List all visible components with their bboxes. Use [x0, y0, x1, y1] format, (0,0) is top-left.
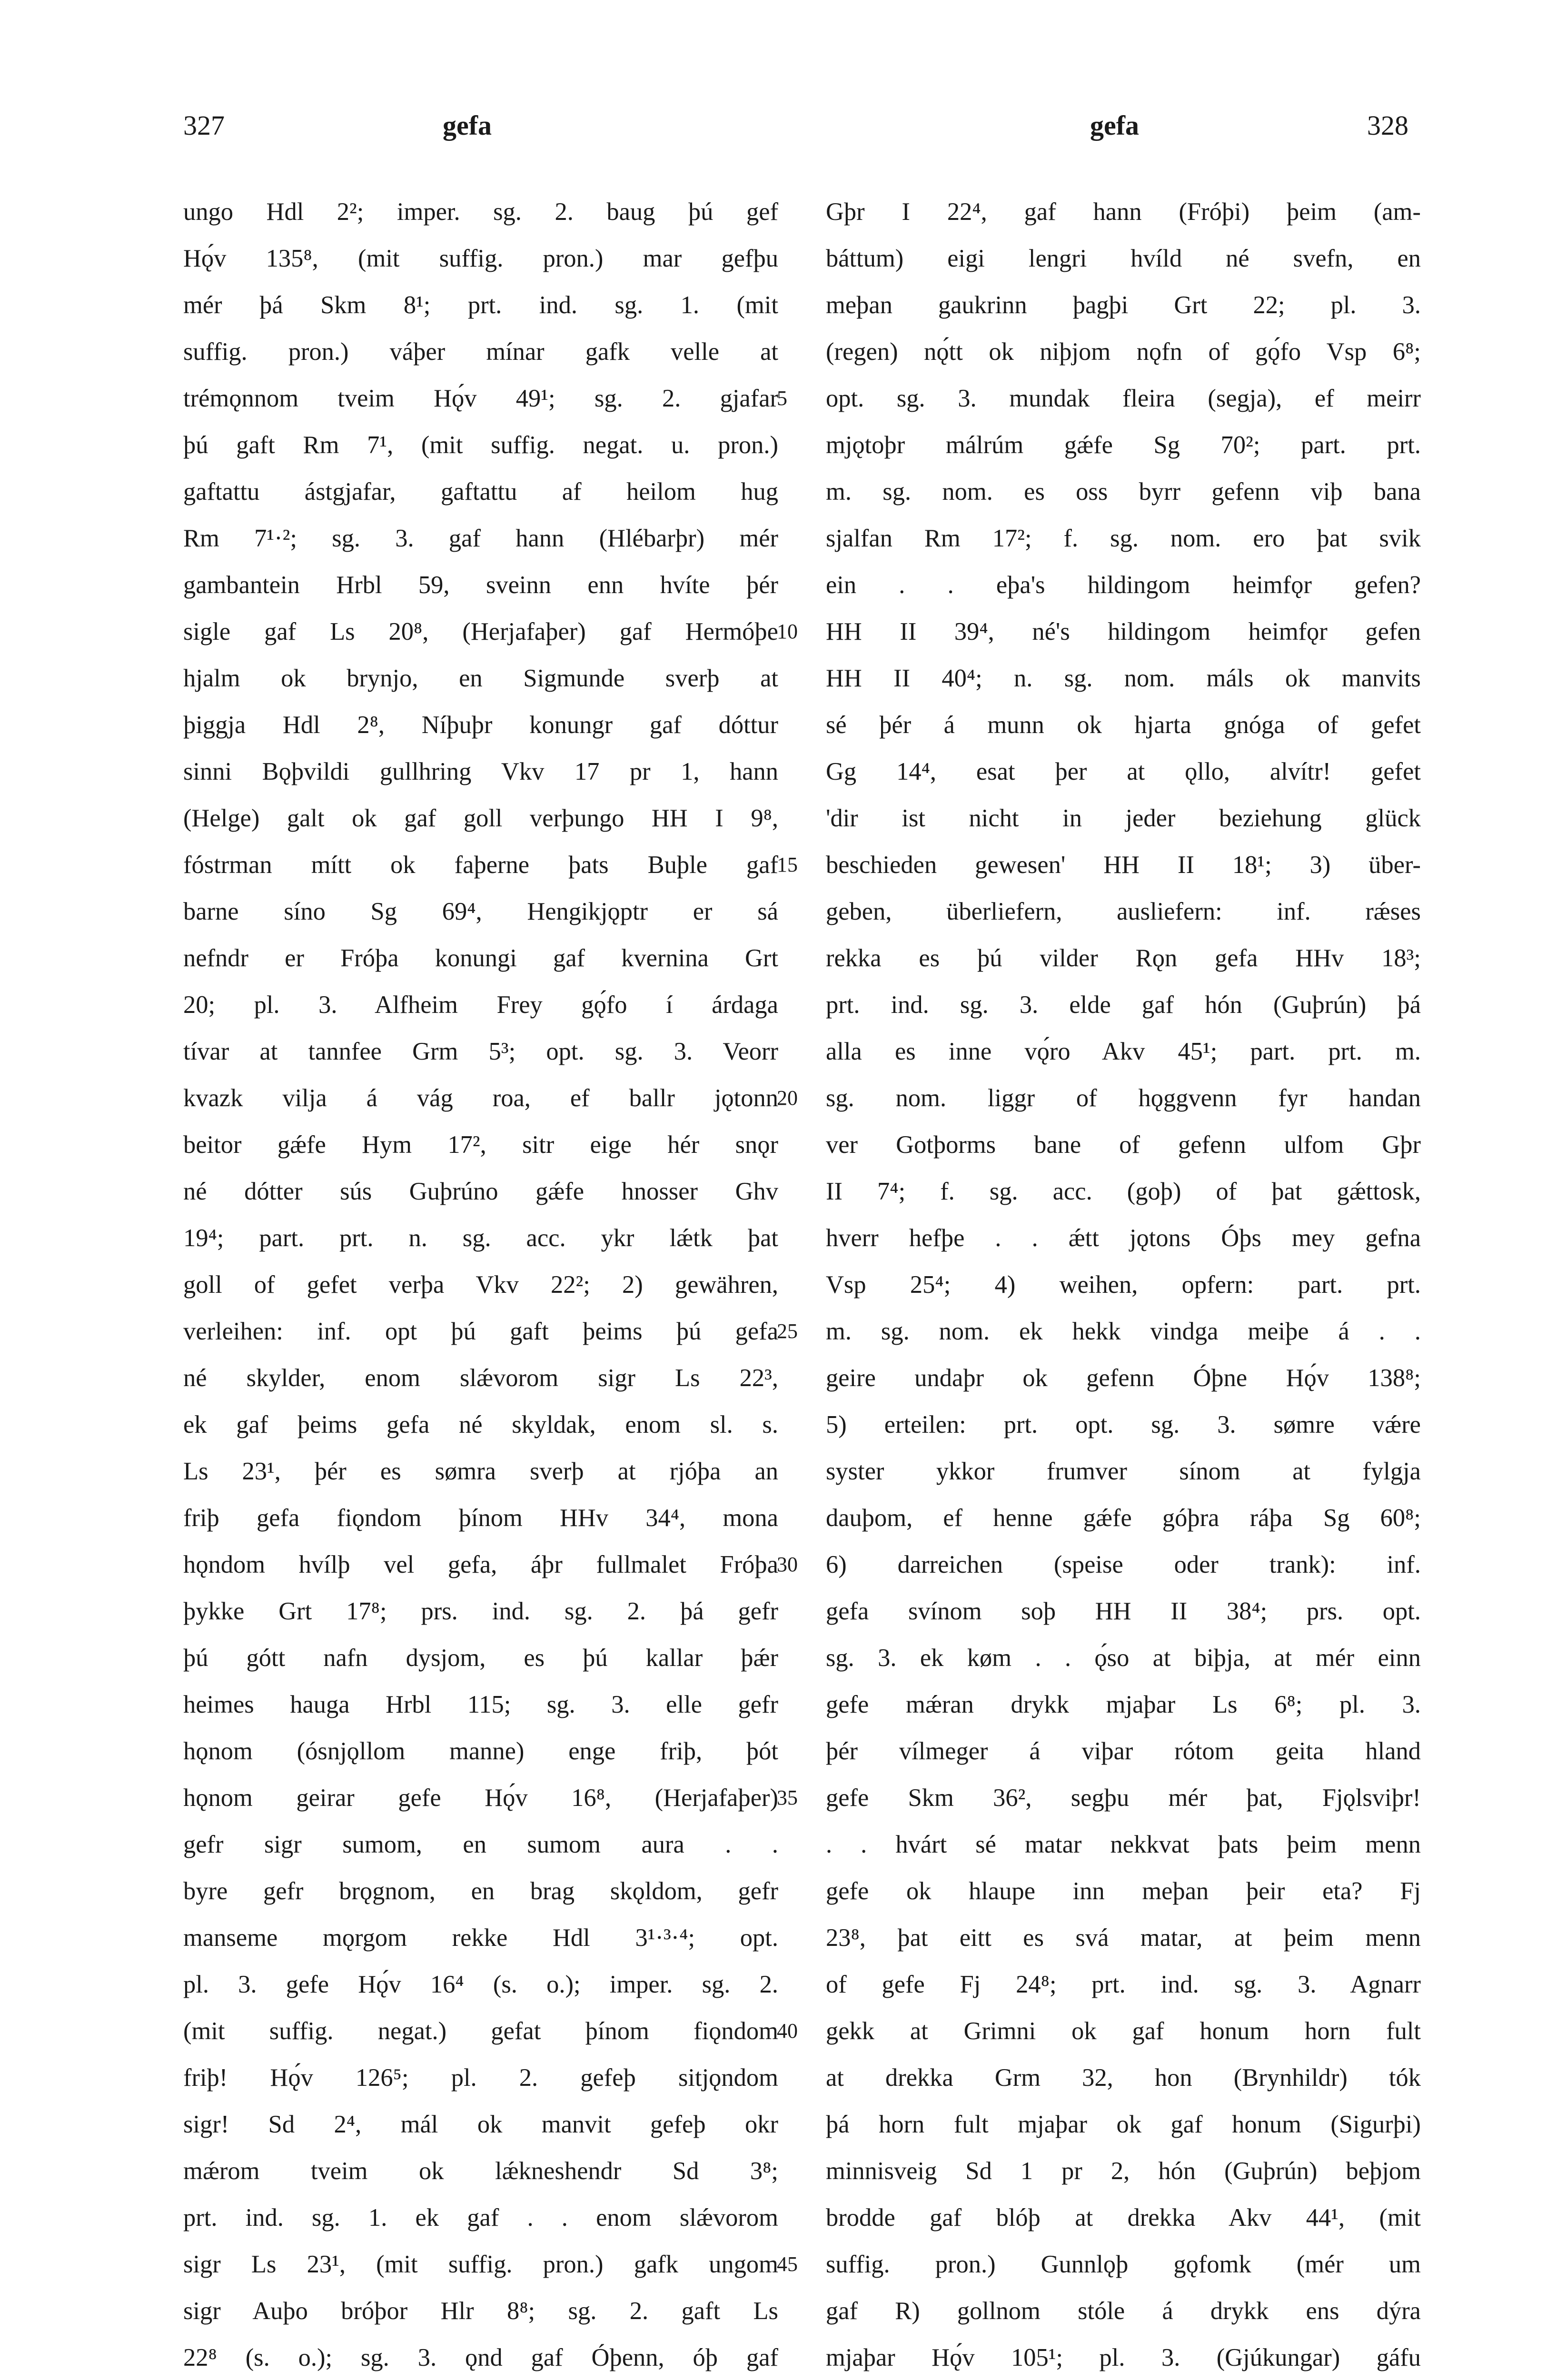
text-line: tívar at tannfee Grm 5³; opt. sg. 3. Veorr — [183, 1038, 778, 1065]
text-line: (mit suffig. negat.) gefat þínom fiǫndom — [183, 2017, 778, 2045]
line-number: 30 — [777, 1553, 798, 1576]
text-line: 6) darreichen (speise oder trank): inf. — [826, 1551, 1421, 1578]
text-line: 5) erteilen: prt. opt. sg. 3. sømre vǽre — [826, 1411, 1421, 1438]
text-line: sigle gaf Ls 20⁸, (Herjafaþer) gaf Hermóþe — [183, 618, 778, 645]
text-line: Hǫ́v 135⁸, (mit suffig. pron.) mar gefþu — [183, 245, 778, 272]
text-line: ungo Hdl 2²; imper. sg. 2. baug þú gef — [183, 198, 778, 226]
text-line: Rm 7¹·²; sg. 3. gaf hann (Hlébarþr) mér — [183, 525, 778, 552]
text-line: 20; pl. 3. Alfheim Frey gǫ́fo í árdaga — [183, 991, 778, 1019]
text-line: sigr! Sd 2⁴, mál ok manvit gefeþ okr — [183, 2111, 778, 2138]
text-line: 22⁸ (s. o.); sg. 3. ǫnd gaf Óþenn, óþ gaf — [183, 2344, 778, 2371]
text-line: HH II 39⁴, né's hildingom heimfǫr gefen — [826, 618, 1421, 645]
left-page-number: 327 — [183, 110, 225, 141]
text-line: II 7⁴; f. sg. acc. (goþ) of þat gǽttosk, — [826, 1178, 1421, 1205]
text-line: mǽrom tveim ok lǽkneshendr Sd 3⁸; — [183, 2157, 778, 2185]
line-number: 15 — [777, 853, 798, 876]
line-number: 35 — [777, 1786, 798, 1809]
text-line: heimes hauga Hrbl 115; sg. 3. elle gefr — [183, 1691, 778, 1718]
text-line: þá horn fult mjaþar ok gaf honum (Sigurþi) — [826, 2111, 1421, 2138]
text-line: m. sg. nom. ek hekk vindga meiþe á . . — [826, 1318, 1421, 1345]
line-number: 10 — [777, 620, 798, 643]
text-line: þykke Grt 17⁸; prs. ind. sg. 2. þá gefr — [183, 1597, 778, 1625]
text-line: (regen) nǫ́tt ok niþjom nǫfn of gǫ́fo Vsp 6⁸; — [826, 338, 1421, 366]
line-number: 40 — [777, 2019, 798, 2043]
text-line: þér vílmeger á viþar rótom geita hland — [826, 1737, 1421, 1765]
text-line: syster ykkor frumver sínom at fylgja — [826, 1458, 1421, 1485]
text-line: rekka es þú vilder Rǫn gefa HHv 18³; — [826, 944, 1421, 972]
text-line: gefr sigr sumom, en sumom aura . . — [183, 1831, 778, 1858]
text-line: sigr Auþo bróþor Hlr 8⁸; sg. 2. gaft Ls — [183, 2297, 778, 2325]
text-line: gaf R) gollnom stóle á drykk ens dýra — [826, 2297, 1421, 2325]
text-line: beschieden gewesen' HH II 18¹; 3) über- — [826, 851, 1421, 879]
text-line: barne síno Sg 69⁴, Hengikjǫptr er sá — [183, 898, 778, 925]
text-line: mér þá Skm 8¹; prt. ind. sg. 1. (mit — [183, 291, 778, 319]
text-line: ein . . eþa's hildingom heimfǫr gefen? — [826, 571, 1421, 599]
text-line: manseme mǫrgom rekke Hdl 3¹·³·⁴; opt. — [183, 1924, 778, 1952]
text-line: sg. nom. liggr of hǫggvenn fyr handan — [826, 1084, 1421, 1112]
text-line: hǫnom (ósnjǫllom manne) enge friþ, þót — [183, 1737, 778, 1765]
text-line: dauþom, ef henne gǽfe góþra ráþa Sg 60⁸; — [826, 1504, 1421, 1532]
line-number: 25 — [777, 1319, 798, 1343]
text-line: kvazk vilja á vág roa, ef ballr jǫtonn — [183, 1084, 778, 1112]
text-line: of gefe Fj 24⁸; prt. ind. sg. 3. Agnarr — [826, 1971, 1421, 1998]
text-line: gekk at Grimni ok gaf honum horn fult — [826, 2017, 1421, 2045]
text-line: hǫndom hvílþ vel gefa, áþr fullmalet Fróþa — [183, 1551, 778, 1578]
text-line: þú gaft Rm 7¹, (mit suffig. negat. u. pron.) — [183, 431, 778, 459]
text-line: friþ! Hǫ́v 126⁵; pl. 2. gefeþ sitjǫndom — [183, 2064, 778, 2092]
text-line: brodde gaf blóþ at drekka Akv 44¹, (mit — [826, 2204, 1421, 2231]
text-line: HH II 40⁴; n. sg. nom. máls ok manvits — [826, 664, 1421, 692]
text-line: gambantein Hrbl 59, sveinn enn hvíte þér — [183, 571, 778, 599]
text-line: . . hvárt sé matar nekkvat þats þeim menn — [826, 1831, 1421, 1858]
text-line: alla es inne vǫ́ro Akv 45¹; part. prt. m. — [826, 1038, 1421, 1065]
text-line: sé þér á munn ok hjarta gnóga of gefet — [826, 711, 1421, 739]
text-line: Gg 14⁴, esat þer at ǫllo, alvítr! gefet — [826, 758, 1421, 785]
text-line: gefa svínom soþ HH II 38⁴; prs. opt. — [826, 1597, 1421, 1625]
text-line: 23⁸, þat eitt es svá matar, at þeim menn — [826, 1924, 1421, 1952]
text-line: prt. ind. sg. 1. ek gaf . . enom slǽvorom — [183, 2204, 778, 2231]
left-running-head: gefa — [443, 110, 492, 141]
text-line: Ls 23¹, þér es sømra sverþ at rjóþa an — [183, 1458, 778, 1485]
text-line: gefe ok hlaupe inn meþan þeir eta? Fj — [826, 1877, 1421, 1905]
text-line: Gþr I 22⁴, gaf hann (Fróþi) þeim (am- — [826, 198, 1421, 226]
text-line: at drekka Grm 32, hon (Brynhildr) tók — [826, 2064, 1421, 2092]
text-line: sinni Bǫþvildi gullhring Vkv 17 pr 1, hann — [183, 758, 778, 785]
text-line: verleihen: inf. opt þú gaft þeims þú gefa — [183, 1318, 778, 1345]
text-line: Vsp 25⁴; 4) weihen, opfern: part. prt. — [826, 1271, 1421, 1299]
line-number: 20 — [777, 1086, 798, 1110]
text-line: (Helge) galt ok gaf goll verþungo HH I 9⁸, — [183, 804, 778, 832]
line-number: 45 — [777, 2252, 798, 2276]
left-column — [183, 188, 778, 2380]
text-line: trémǫnnom tveim Hǫ́v 49¹; sg. 2. gjafar — [183, 385, 778, 412]
text-line: mjaþar Hǫ́v 105¹; pl. 3. (Gjúkungar) gáfu — [826, 2344, 1421, 2371]
text-line: þú gótt nafn dysjom, es þú kallar þǽr — [183, 1644, 778, 1672]
text-line: suffig. pron.) Gunnlǫþ gǫfomk (mér um — [826, 2251, 1421, 2278]
text-line: geben, überliefern, ausliefern: inf. rǽses — [826, 898, 1421, 925]
text-line: né dótter sús Guþrúno gǽfe hnosser Ghv — [183, 1178, 778, 1205]
text-line: gaftattu ástgjafar, gaftattu af heilom hug — [183, 478, 778, 506]
text-line: friþ gefa fiǫndom þínom HHv 34⁴, mona — [183, 1504, 778, 1532]
text-line: m. sg. nom. es oss byrr gefenn viþ bana — [826, 478, 1421, 506]
text-line: sg. 3. ek køm . . ǫ́so at biþja, at mér einn — [826, 1644, 1421, 1672]
text-line: sjalfan Rm 17²; f. sg. nom. ero þat svik — [826, 525, 1421, 552]
text-line: fóstrman mítt ok faþerne þats Buþle gaf — [183, 851, 778, 879]
right-column — [826, 188, 1421, 2380]
text-line: nefndr er Fróþa konungi gaf kvernina Grt — [183, 944, 778, 972]
text-line: sigr Ls 23¹, (mit suffig. pron.) gafk ungom — [183, 2251, 778, 2278]
text-line: né skylder, enom slǽvorom sigr Ls 22³, — [183, 1364, 778, 1392]
text-line: ek gaf þeims gefa né skyldak, enom sl. s. — [183, 1411, 778, 1438]
text-line: 19⁴; part. prt. n. sg. acc. ykr lǽtk þat — [183, 1224, 778, 1252]
text-line: goll of gefet verþa Vkv 22²; 2) gewähren, — [183, 1271, 778, 1299]
right-page-number: 328 — [1367, 110, 1408, 141]
text-line: byre gefr brǫgnom, en brag skǫldom, gefr — [183, 1877, 778, 1905]
text-line: prt. ind. sg. 3. elde gaf hón (Guþrún) þá — [826, 991, 1421, 1019]
text-line: beitor gǽfe Hym 17², sitr eige hér snǫr — [183, 1131, 778, 1159]
text-line: gefe Skm 36², segþu mér þat, Fjǫlsviþr! — [826, 1784, 1421, 1812]
text-line: 'dir ist nicht in jeder beziehung glück — [826, 804, 1421, 832]
text-line: hǫnom geirar gefe Hǫ́v 16⁸, (Herjafaþer) — [183, 1784, 778, 1812]
text-line: opt. sg. 3. mundak fleira (segja), ef meirr — [826, 385, 1421, 412]
text-line: meþan gaukrinn þagþi Grt 22; pl. 3. — [826, 291, 1421, 319]
text-line: suffig. pron.) váþer mínar gafk velle at — [183, 338, 778, 366]
text-line: ver Gotþorms bane of gefenn ulfom Gþr — [826, 1131, 1421, 1159]
text-line: mjǫtoþr málrúm gǽfe Sg 70²; part. prt. — [826, 431, 1421, 459]
text-line: minnisveig Sd 1 pr 2, hón (Guþrún) beþjom — [826, 2157, 1421, 2185]
line-number: 5 — [777, 387, 787, 410]
text-line: hjalm ok brynjo, en Sigmunde sverþ at — [183, 664, 778, 692]
text-line: báttum) eigi lengri hvíld né svefn, en — [826, 245, 1421, 272]
right-running-head: gefa — [1090, 110, 1140, 141]
text-line: hverr hefþe . . ǽtt jǫtons Óþs mey gefna — [826, 1224, 1421, 1252]
text-line: pl. 3. gefe Hǫ́v 16⁴ (s. o.); imper. sg. 2. — [183, 1971, 778, 1998]
text-line: geire undaþr ok gefenn Óþne Hǫ́v 138⁸; — [826, 1364, 1421, 1392]
text-line: þiggja Hdl 2⁸, Níþuþr konungr gaf dóttur — [183, 711, 778, 739]
text-line: gefe mǽran drykk mjaþar Ls 6⁸; pl. 3. — [826, 1691, 1421, 1718]
